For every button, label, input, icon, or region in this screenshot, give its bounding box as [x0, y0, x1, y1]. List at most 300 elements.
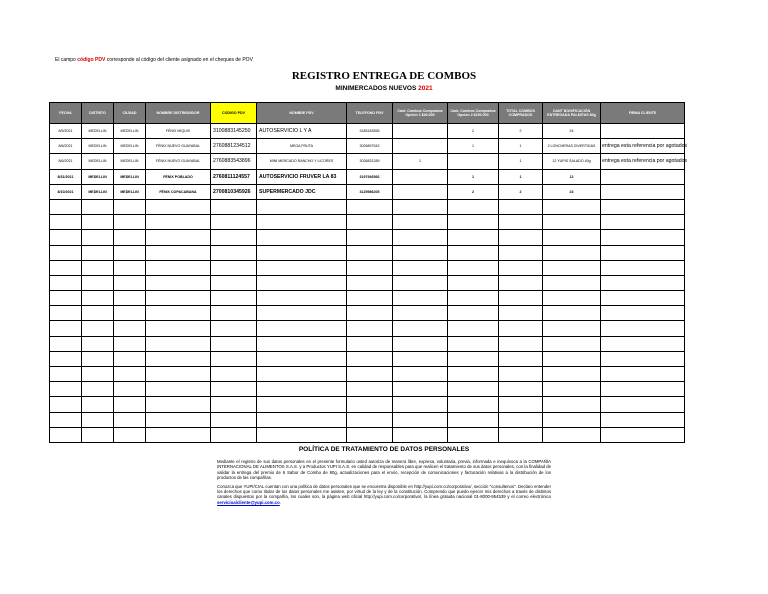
- table-cell[interactable]: [50, 260, 82, 275]
- table-cell[interactable]: [114, 306, 146, 321]
- table-cell[interactable]: [601, 199, 685, 214]
- table-row: [50, 139, 685, 154]
- table-cell[interactable]: [448, 230, 499, 245]
- table-cell[interactable]: [257, 199, 347, 214]
- table-cell[interactable]: [448, 382, 499, 397]
- table-cell[interactable]: [543, 336, 601, 351]
- table-cell: [601, 169, 685, 184]
- policy-paragraph-1: Mediante el registro de sus datos personales en el presente formulario usted autoriza de manera libre, expresa, voluntaria, previa, informada e inequívoca a la COMPAÑÍA INTERNACIONAL DE ALIMENTOS S.A.S. y a Productos YUPI S.A.S. en calidad de responsables para que realicen el tratamiento de sus datos personales, con la finalidad de validar la entrega del premio de 6 Sabor de Combo de 80g, actualizaciones para el envío, recepción de comunicaciones y facturación relativas a la distribución de los productos de las compañías.: [217, 459, 551, 481]
- table-cell: 8/10/2021: [50, 184, 82, 199]
- table-cell: FÉNIX COPACABANA: [146, 184, 211, 199]
- table-cell[interactable]: [543, 351, 601, 366]
- policy-title: POLÍTICA DE TRATAMIENTO DE DATOS PERSONALES: [298, 446, 470, 453]
- table-row: [50, 306, 685, 321]
- table-cell: 2: [499, 124, 543, 139]
- table-cell[interactable]: [114, 412, 146, 427]
- table-cell[interactable]: [543, 397, 601, 412]
- table-cell[interactable]: [82, 382, 114, 397]
- table-cell[interactable]: [82, 367, 114, 382]
- table-cell[interactable]: [50, 397, 82, 412]
- table-cell: MEDELLIN: [82, 139, 114, 154]
- table-cell[interactable]: [347, 245, 393, 260]
- table-cell[interactable]: [146, 306, 211, 321]
- table-cell[interactable]: [211, 215, 257, 230]
- table-cell[interactable]: [114, 260, 146, 275]
- column-header: TOTAL COMBOS COMPRADOS: [499, 103, 543, 124]
- table-cell[interactable]: [347, 306, 393, 321]
- table-cell[interactable]: [393, 412, 448, 427]
- table-cell[interactable]: [543, 427, 601, 442]
- table-cell: 1: [448, 139, 499, 154]
- column-header: Cant. Combos Comprados Opción 1 $40.000: [393, 103, 448, 124]
- table-cell[interactable]: [50, 291, 82, 306]
- table-cell[interactable]: [499, 306, 543, 321]
- table-row: [50, 367, 685, 382]
- table-cell[interactable]: [347, 321, 393, 336]
- table-cell[interactable]: [499, 336, 543, 351]
- table-cell: 2760883543896: [211, 154, 257, 169]
- policy-text: [217, 459, 551, 508]
- table-cell: 2760881234512: [211, 139, 257, 154]
- table-cell[interactable]: [50, 427, 82, 442]
- table-cell[interactable]: [448, 336, 499, 351]
- table-cell[interactable]: [146, 230, 211, 245]
- table-cell[interactable]: [211, 230, 257, 245]
- table-cell[interactable]: [257, 275, 347, 290]
- table-cell[interactable]: [50, 245, 82, 260]
- table-cell[interactable]: [257, 321, 347, 336]
- table-cell[interactable]: [393, 397, 448, 412]
- table-cell[interactable]: [499, 397, 543, 412]
- table-cell[interactable]: [393, 321, 448, 336]
- table-cell: 12 YUPIS SALADO 40g: [543, 154, 601, 169]
- column-header: NOMBRE DISTRIBUIDOR: [146, 103, 211, 124]
- table-cell[interactable]: [114, 321, 146, 336]
- table-cell[interactable]: [347, 260, 393, 275]
- table-cell: 2: [448, 124, 499, 139]
- table-cell[interactable]: [257, 306, 347, 321]
- table-cell[interactable]: [543, 230, 601, 245]
- table-cell[interactable]: [393, 291, 448, 306]
- table-cell[interactable]: [347, 351, 393, 366]
- table-cell[interactable]: [543, 321, 601, 336]
- table-cell[interactable]: [211, 199, 257, 214]
- table-cell[interactable]: [146, 245, 211, 260]
- table-cell[interactable]: [146, 215, 211, 230]
- table-cell[interactable]: [114, 382, 146, 397]
- column-header: CODIGO PDV: [211, 103, 257, 124]
- table-cell[interactable]: [601, 351, 685, 366]
- table-cell: 2700810345926: [211, 184, 257, 199]
- table-cell: MEDELLIN: [114, 169, 146, 184]
- table-cell: MEDELLIN: [82, 184, 114, 199]
- page-subtitle: [0, 85, 768, 92]
- table-cell[interactable]: [82, 291, 114, 306]
- table-cell[interactable]: [499, 275, 543, 290]
- table-cell[interactable]: [601, 412, 685, 427]
- table-cell[interactable]: [211, 412, 257, 427]
- policy-paragraph-2: [217, 484, 551, 506]
- table-cell[interactable]: [82, 427, 114, 442]
- table-cell[interactable]: [211, 382, 257, 397]
- table-cell[interactable]: [393, 382, 448, 397]
- table-cell[interactable]: [543, 291, 601, 306]
- table-row: [50, 351, 685, 366]
- table-cell[interactable]: [601, 321, 685, 336]
- table-cell[interactable]: [257, 230, 347, 245]
- table-cell[interactable]: [448, 245, 499, 260]
- table-row: [50, 154, 685, 169]
- table-cell[interactable]: [82, 321, 114, 336]
- table-cell[interactable]: [114, 367, 146, 382]
- table-cell[interactable]: [601, 230, 685, 245]
- table-cell[interactable]: [146, 397, 211, 412]
- table-row: [50, 245, 685, 260]
- table-cell: 1: [393, 154, 448, 169]
- table-cell[interactable]: [448, 199, 499, 214]
- table-cell[interactable]: [393, 336, 448, 351]
- table-cell[interactable]: [211, 260, 257, 275]
- policy-email-link[interactable]: servicioalcliente@yupi.com.co: [217, 499, 280, 505]
- subtitle-text: MINIMERCADOS NUEVOS: [335, 85, 417, 92]
- note-prefix: El campo: [55, 57, 76, 63]
- table-cell[interactable]: [114, 427, 146, 442]
- table-row: [50, 199, 685, 214]
- table-cell[interactable]: [114, 336, 146, 351]
- table-cell[interactable]: [211, 245, 257, 260]
- table-cell: [393, 169, 448, 184]
- table-cell[interactable]: [146, 336, 211, 351]
- table-cell: 3197946566: [347, 169, 393, 184]
- table-cell[interactable]: [347, 215, 393, 230]
- table-cell[interactable]: [601, 382, 685, 397]
- table-cell[interactable]: [146, 427, 211, 442]
- table-cell: 3026831289: [347, 154, 393, 169]
- table-cell[interactable]: [82, 397, 114, 412]
- table-cell[interactable]: [347, 230, 393, 245]
- table-cell[interactable]: [448, 412, 499, 427]
- table-cell: [393, 139, 448, 154]
- table-cell: AUTOSERVICIO L Y A: [257, 124, 347, 139]
- table-cell: 3100883145250: [211, 124, 257, 139]
- table-cell[interactable]: [82, 412, 114, 427]
- page-title: REGISTRO ENTREGA DE COMBOS: [291, 70, 477, 82]
- column-header: FECHA: [50, 103, 82, 124]
- column-header: FIRMA CLIENTE: [601, 103, 685, 124]
- table-cell[interactable]: [499, 427, 543, 442]
- table-cell[interactable]: [114, 351, 146, 366]
- table-cell: MEDELLIN: [82, 154, 114, 169]
- table-row: [50, 169, 685, 184]
- table-cell[interactable]: [393, 199, 448, 214]
- table-cell[interactable]: [114, 215, 146, 230]
- table-cell[interactable]: [211, 336, 257, 351]
- table-cell[interactable]: [393, 260, 448, 275]
- table-cell: 8/5/2021: [50, 124, 82, 139]
- table-cell[interactable]: [347, 275, 393, 290]
- table-cell: 8/31/2021: [50, 169, 82, 184]
- table-cell[interactable]: [82, 275, 114, 290]
- note-highlight: código PDV: [77, 57, 106, 63]
- table-cell[interactable]: [448, 215, 499, 230]
- table-cell: 1: [499, 169, 543, 184]
- table-cell[interactable]: [499, 291, 543, 306]
- table-row: [50, 321, 685, 336]
- pdv-note: [55, 57, 253, 63]
- table-cell: MEDELLIN: [114, 124, 146, 139]
- table-cell[interactable]: [347, 336, 393, 351]
- table-cell[interactable]: [114, 275, 146, 290]
- table-cell[interactable]: [393, 306, 448, 321]
- column-header: Cant. Combos Comprados Opción 2 $150.000: [448, 103, 499, 124]
- table-cell[interactable]: [601, 275, 685, 290]
- table-cell: 3026897543: [347, 139, 393, 154]
- table-cell[interactable]: [601, 367, 685, 382]
- table-header-row: [50, 103, 685, 124]
- table-cell[interactable]: [50, 275, 82, 290]
- table-cell[interactable]: [82, 260, 114, 275]
- table-cell[interactable]: [257, 260, 347, 275]
- table-cell[interactable]: [448, 397, 499, 412]
- table-cell[interactable]: [146, 367, 211, 382]
- subtitle-year: 2021: [418, 85, 433, 92]
- table-cell: MEDELLIN: [114, 139, 146, 154]
- table-cell[interactable]: [257, 215, 347, 230]
- column-header: TELEFONO PDV: [347, 103, 393, 124]
- table-cell[interactable]: [543, 367, 601, 382]
- table-cell: MEDELLIN: [82, 124, 114, 139]
- column-header: DISTRITO: [82, 103, 114, 124]
- table-cell[interactable]: [146, 291, 211, 306]
- table-cell[interactable]: [347, 291, 393, 306]
- table-cell[interactable]: [50, 336, 82, 351]
- table-cell[interactable]: [257, 427, 347, 442]
- table-cell[interactable]: [543, 412, 601, 427]
- table-cell[interactable]: [114, 230, 146, 245]
- policy-paragraph-2-text: Conozca que YUPI/CIAL cuentan con una política de datos personales que se encuentra disponible en http://yupi.com.co/corporativo/, sección "consultenos". Declaro entender los derechos que como titular de los datos personales me asisten, por virtud de la ley y de la constitución. Comprendo que puedo ejercer mis derechos a través de distintos canales dispuestos por la compañía, los cuales son, la página web oficial http://yupi.com.co/corporativo/, la línea gratuita nacional 01-8000-954539 y el correo electrónico: [217, 483, 551, 500]
- table-cell[interactable]: [499, 351, 543, 366]
- table-cell[interactable]: [347, 199, 393, 214]
- table-cell[interactable]: [448, 427, 499, 442]
- table-cell[interactable]: [347, 412, 393, 427]
- table-cell: AUTOSERVICIO FRUVER LA 83: [257, 169, 347, 184]
- table-cell[interactable]: [543, 215, 601, 230]
- table-cell[interactable]: [448, 260, 499, 275]
- table-cell[interactable]: [50, 412, 82, 427]
- table-cell[interactable]: [82, 306, 114, 321]
- table-cell: 2: [499, 184, 543, 199]
- table-cell: 8/6/2021: [50, 139, 82, 154]
- table-cell[interactable]: [82, 245, 114, 260]
- table-row: [50, 184, 685, 199]
- table-row: [50, 291, 685, 306]
- table-cell[interactable]: [499, 260, 543, 275]
- table-cell: 12: [543, 169, 601, 184]
- table-cell[interactable]: [393, 427, 448, 442]
- table-cell[interactable]: [393, 215, 448, 230]
- table-row: [50, 382, 685, 397]
- table-cell[interactable]: [50, 199, 82, 214]
- table-cell[interactable]: [82, 351, 114, 366]
- table-cell[interactable]: [257, 382, 347, 397]
- table-cell: FÉNIX NUEVO GUAYABAL: [146, 154, 211, 169]
- table-cell: 2 LONCHERAS DIVERTIDAS: [543, 139, 601, 154]
- table-cell: 1: [499, 139, 543, 154]
- table-row: [50, 427, 685, 442]
- table-cell: entrega esta referencia por agotados: [601, 154, 685, 169]
- table-cell[interactable]: [257, 245, 347, 260]
- table-cell[interactable]: [211, 397, 257, 412]
- table-cell[interactable]: [393, 351, 448, 366]
- table-cell[interactable]: [146, 321, 211, 336]
- table-cell: MEGA FRUTA: [257, 139, 347, 154]
- table-cell[interactable]: [448, 351, 499, 366]
- table-cell[interactable]: [50, 351, 82, 366]
- table-cell[interactable]: [211, 427, 257, 442]
- table-cell[interactable]: [211, 275, 257, 290]
- policy-end: .: [279, 499, 281, 505]
- table-cell: 24: [543, 124, 601, 139]
- table-cell: 2: [448, 184, 499, 199]
- table-cell[interactable]: [601, 291, 685, 306]
- table-cell[interactable]: [347, 367, 393, 382]
- table-cell[interactable]: [543, 275, 601, 290]
- table-cell[interactable]: [393, 245, 448, 260]
- table-cell: MEDELLIN: [114, 184, 146, 199]
- table-cell[interactable]: [146, 260, 211, 275]
- table-cell: 1: [499, 154, 543, 169]
- table-cell[interactable]: [393, 275, 448, 290]
- table-cell[interactable]: [543, 245, 601, 260]
- table-cell[interactable]: [257, 367, 347, 382]
- table-cell[interactable]: [257, 351, 347, 366]
- table-cell[interactable]: [146, 382, 211, 397]
- table-cell: 24: [543, 184, 601, 199]
- table-cell[interactable]: [146, 412, 211, 427]
- table-cell[interactable]: [601, 245, 685, 260]
- table-cell[interactable]: [257, 397, 347, 412]
- table-cell[interactable]: [211, 367, 257, 382]
- table-cell: FÉNIX MIQUIX: [146, 124, 211, 139]
- table-cell[interactable]: [499, 321, 543, 336]
- table-row: [50, 397, 685, 412]
- table-cell[interactable]: [601, 336, 685, 351]
- table-cell[interactable]: [114, 397, 146, 412]
- table-cell[interactable]: [499, 230, 543, 245]
- table-cell[interactable]: [543, 199, 601, 214]
- table-cell[interactable]: [601, 397, 685, 412]
- table-cell[interactable]: [499, 245, 543, 260]
- table-cell[interactable]: [257, 291, 347, 306]
- table-cell: SUPERMERCADO JDC: [257, 184, 347, 199]
- table-cell[interactable]: [499, 367, 543, 382]
- table-cell[interactable]: [50, 306, 82, 321]
- table-cell: 3125986205: [347, 184, 393, 199]
- table-cell[interactable]: [211, 321, 257, 336]
- table-row: [50, 230, 685, 245]
- table-cell[interactable]: [393, 230, 448, 245]
- table-cell[interactable]: [50, 382, 82, 397]
- table-cell[interactable]: [114, 291, 146, 306]
- table-row: [50, 260, 685, 275]
- table-cell[interactable]: [601, 427, 685, 442]
- table-cell[interactable]: [448, 275, 499, 290]
- table-cell[interactable]: [211, 306, 257, 321]
- column-header: CIUDAD: [114, 103, 146, 124]
- table-cell[interactable]: [82, 199, 114, 214]
- table-row: [50, 215, 685, 230]
- table-row: [50, 412, 685, 427]
- table-cell: [393, 124, 448, 139]
- table-cell[interactable]: [146, 351, 211, 366]
- table-cell[interactable]: [448, 367, 499, 382]
- table-cell[interactable]: [50, 215, 82, 230]
- table-cell[interactable]: [601, 215, 685, 230]
- table-cell[interactable]: [448, 291, 499, 306]
- table-cell: [393, 184, 448, 199]
- table-cell[interactable]: [114, 245, 146, 260]
- table-cell: 2760811124557: [211, 169, 257, 184]
- table-cell[interactable]: [448, 306, 499, 321]
- column-header: CANT BONIFICACIÓN ENTREGADA PALMITAS 80g: [543, 103, 601, 124]
- table-cell: MEDELLIN: [82, 169, 114, 184]
- table-cell[interactable]: [82, 336, 114, 351]
- table-cell: 1: [448, 169, 499, 184]
- table-row: [50, 124, 685, 139]
- table-cell[interactable]: [257, 336, 347, 351]
- table-cell[interactable]: [347, 397, 393, 412]
- table-cell[interactable]: [543, 382, 601, 397]
- registro-table: [49, 102, 688, 443]
- table-cell[interactable]: [257, 412, 347, 427]
- table-cell[interactable]: [82, 215, 114, 230]
- table-cell[interactable]: [211, 291, 257, 306]
- table-cell: FÉNIX POBLADO: [146, 169, 211, 184]
- table-cell[interactable]: [543, 306, 601, 321]
- table-cell[interactable]: [347, 427, 393, 442]
- table-cell[interactable]: [499, 382, 543, 397]
- table-cell[interactable]: [114, 199, 146, 214]
- table-cell[interactable]: [211, 351, 257, 366]
- table-cell: MINI MERCADO RANCHO Y LICORES: [257, 154, 347, 169]
- table-cell[interactable]: [50, 230, 82, 245]
- table-cell[interactable]: [146, 275, 211, 290]
- table-cell: [601, 124, 685, 139]
- table-cell[interactable]: [50, 321, 82, 336]
- table-cell[interactable]: [499, 412, 543, 427]
- table-cell: [448, 154, 499, 169]
- table-cell[interactable]: [82, 230, 114, 245]
- table-cell: 3185183556: [347, 124, 393, 139]
- table-cell[interactable]: [499, 199, 543, 214]
- table-cell: FÉNIX NUEVO GUAYABAL: [146, 139, 211, 154]
- table-cell[interactable]: [601, 260, 685, 275]
- table-cell: MEDELLIN: [114, 154, 146, 169]
- table-cell[interactable]: [347, 382, 393, 397]
- table-cell[interactable]: [499, 215, 543, 230]
- table-cell[interactable]: [393, 367, 448, 382]
- table-cell: [601, 184, 685, 199]
- table-cell[interactable]: [601, 306, 685, 321]
- table-cell[interactable]: [146, 199, 211, 214]
- note-suffix: corresponde al código del cliente asignado en el cheques de POV: [106, 57, 253, 63]
- table-row: [50, 275, 685, 290]
- table-cell[interactable]: [50, 367, 82, 382]
- table-cell: 8/6/2021: [50, 154, 82, 169]
- table-cell[interactable]: [448, 321, 499, 336]
- table-cell: entrega esta referencia por agotados: [601, 139, 685, 154]
- table-cell[interactable]: [543, 260, 601, 275]
